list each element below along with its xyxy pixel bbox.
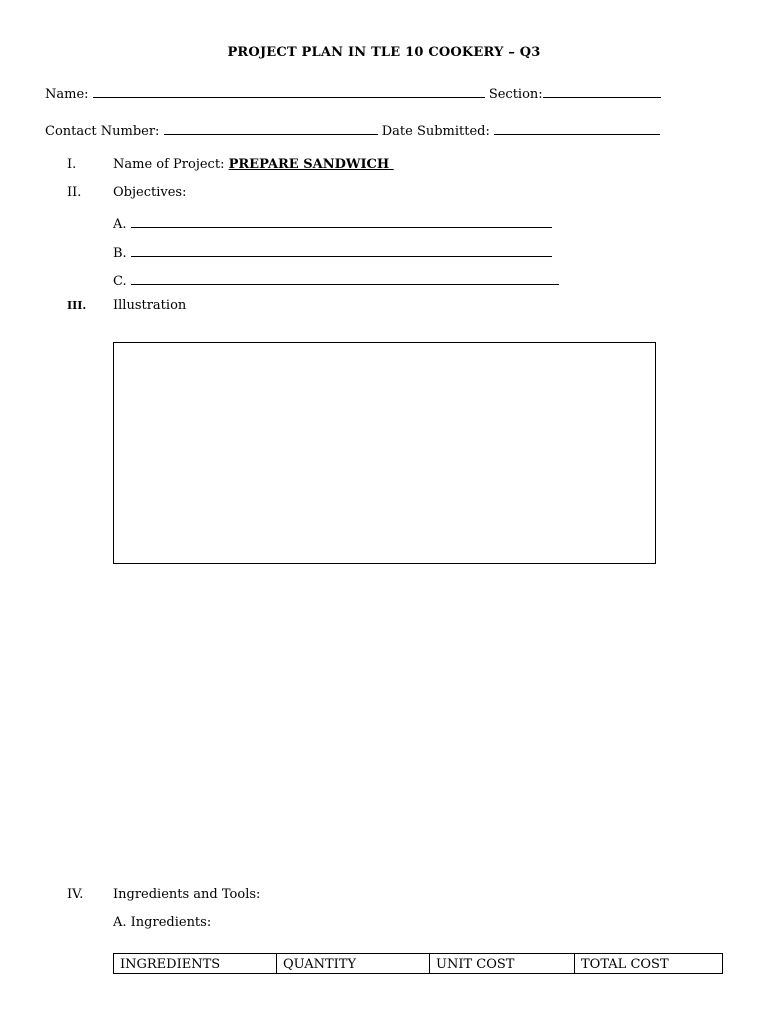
objective-letter: C. <box>113 274 127 289</box>
objective-a-field[interactable] <box>131 213 552 228</box>
section-1 <box>113 157 394 172</box>
objective-c-field[interactable] <box>131 270 559 285</box>
table-header-cell: QUANTITY <box>277 954 430 974</box>
project-name-label: Name of Project: <box>113 157 225 172</box>
contact-row <box>45 120 660 139</box>
name-label: Name: <box>45 87 89 102</box>
objective-letter: A. <box>113 217 127 232</box>
table-header-cell: INGREDIENTS <box>114 954 277 974</box>
section-1-number: I. <box>67 157 77 172</box>
objectives-label: Objectives: <box>113 185 187 200</box>
name-row <box>45 83 661 102</box>
table-header-cell: TOTAL COST <box>575 954 723 974</box>
section-4-number: IV. <box>67 887 84 902</box>
date-field[interactable] <box>494 120 660 135</box>
ingredients-table <box>113 953 723 974</box>
page-title: PROJECT PLAN IN TLE 10 COOKERY – Q3 <box>227 45 541 60</box>
section-3-number: III. <box>67 299 87 312</box>
section-label: Section: <box>488 87 543 102</box>
illustration-label: Illustration <box>113 298 187 313</box>
objective-a <box>113 213 552 232</box>
objective-c <box>113 270 559 289</box>
name-field[interactable] <box>93 83 485 98</box>
section-field[interactable] <box>543 83 661 98</box>
objective-b <box>113 242 552 261</box>
objective-letter: B. <box>113 246 127 261</box>
table-header-cell: UNIT COST <box>430 954 575 974</box>
project-name-value: PREPARE SANDWICH <box>228 157 390 172</box>
ingredients-sublabel: A. Ingredients: <box>113 915 212 930</box>
table-header-row <box>114 954 723 974</box>
illustration-box[interactable] <box>113 342 656 564</box>
section-2-number: II. <box>67 185 82 200</box>
contact-field[interactable] <box>164 120 378 135</box>
ingredients-tools-label: Ingredients and Tools: <box>113 887 261 902</box>
contact-label: Contact Number: <box>45 124 160 139</box>
date-label: Date Submitted: <box>381 124 490 139</box>
objective-b-field[interactable] <box>131 242 552 257</box>
